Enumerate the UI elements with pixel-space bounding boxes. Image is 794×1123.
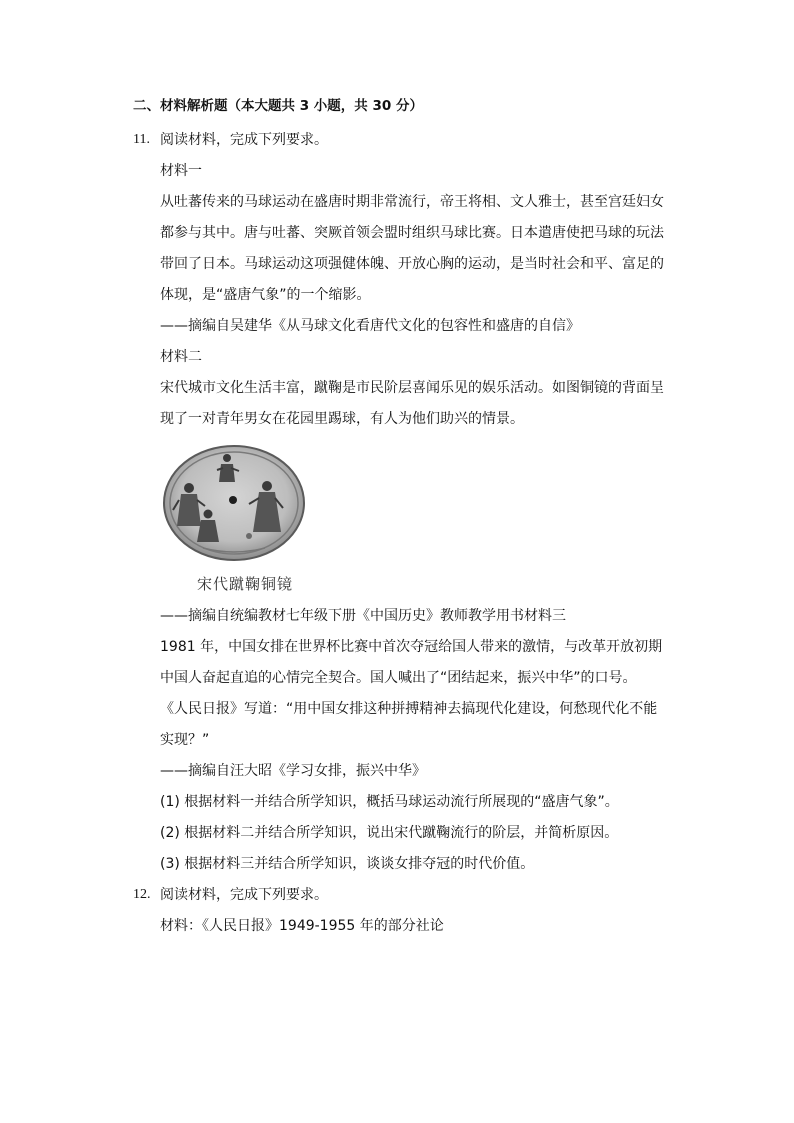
section-title: 二、材料解析题（本大题共 3 小题，共 30 分）: [133, 98, 423, 114]
material-2-line: 宋代城市文化生活丰富，蹴鞠是市民阶层喜闻乐见的娱乐活动。如图铜镜的背面呈: [160, 380, 664, 396]
material-3-line: 实现？”: [160, 732, 210, 748]
material-2-source: ——摘编自统编教材七年级下册《中国历史》教师教学用书材料三: [160, 608, 566, 624]
material-1-line: 从吐蕃传来的马球运动在盛唐时期非常流行，帝王将相、文人雅士，甚至宫廷妇女: [160, 194, 664, 210]
question-12-prompt: 阅读材料，完成下列要求。: [160, 887, 328, 903]
sub-question-3: (3) 根据材料三并结合所学知识，谈谈女排夺冠的时代价值。: [160, 856, 535, 872]
material-3-line: 1981 年，中国女排在世界杯比赛中首次夺冠给国人带来的激情，与改革开放初期: [160, 639, 663, 655]
figure-caption: 宋代蹴鞠铜镜: [197, 575, 294, 593]
material-2-label: 材料二: [160, 349, 202, 365]
material-1-line: 都参与其中。唐与吐蕃、突厥首领会盟时组织马球比赛。日本遣唐使把马球的玩法: [160, 225, 664, 241]
material-3-line: 中国人奋起直追的心情完全契合。国人喊出了“团结起来，振兴中华”的口号。: [160, 670, 637, 686]
question-11-prompt: 阅读材料，完成下列要求。: [160, 132, 328, 148]
question-12-number: 12.: [133, 887, 151, 902]
material-3-source: ——摘编自汪大昭《学习女排，振兴中华》: [160, 763, 426, 779]
sub-question-1: (1) 根据材料一并结合所学知识，概括马球运动流行所展现的“盛唐气象”。: [160, 794, 619, 810]
question-11-number: 11.: [133, 132, 150, 147]
material-1-label: 材料一: [160, 163, 202, 179]
material-1-line: 体现，是“盛唐气象”的一个缩影。: [160, 287, 371, 303]
material-1-line: 带回了日本。马球运动这项强健体魄、开放心胸的运动，是当时社会和平、富足的: [160, 256, 664, 272]
song-cuju-bronze-mirror-image: [163, 444, 305, 562]
material-1-source: ——摘编自吴建华《从马球文化看唐代文化的包容性和盛唐的自信》: [160, 318, 580, 334]
question-12-material-label: 材料：《人民日报》1949-1955 年的部分社论: [160, 918, 444, 934]
sub-question-2: (2) 根据材料二并结合所学知识，说出宋代蹴鞠流行的阶层，并简析原因。: [160, 825, 619, 841]
material-3-line: 《人民日报》写道：“用中国女排这种拼搏精神去搞现代化建设，何愁现代化不能: [160, 701, 658, 717]
material-2-line: 现了一对青年男女在花园里踢球，有人为他们助兴的情景。: [160, 411, 524, 427]
